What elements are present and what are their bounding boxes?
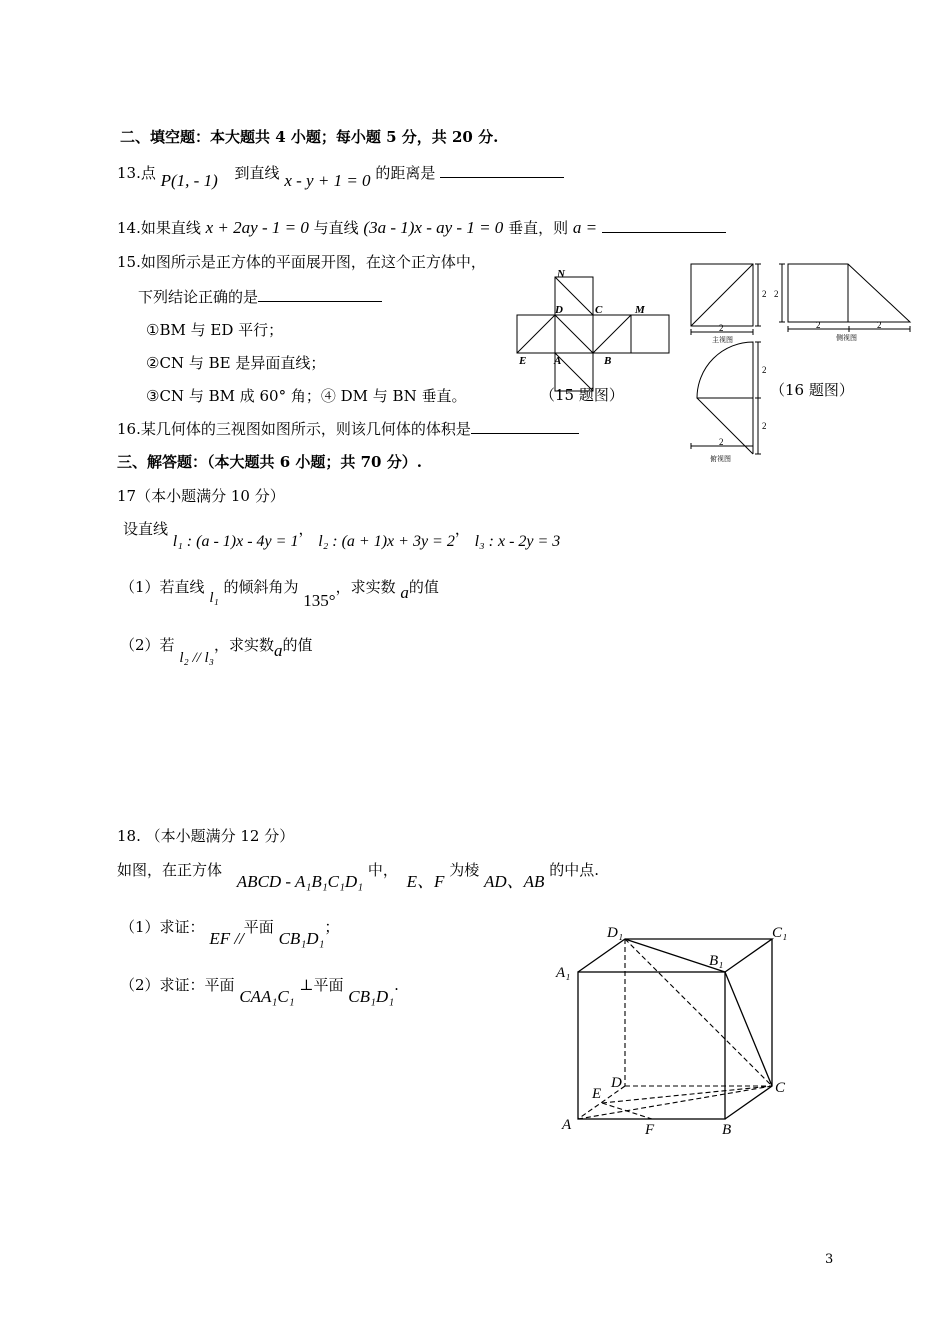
q14-tail: 垂直，则 <box>508 219 569 237</box>
net-label-a: A <box>554 355 562 367</box>
section-2-heading: 二、填空题：本大题共 4 小题；每小题 5 分，共 20 分. <box>120 128 499 146</box>
top-dim-lower: 2 <box>762 421 767 431</box>
q17-p2-var: a <box>273 641 283 660</box>
cube-label-b1: B₁ <box>709 953 724 969</box>
front-dim-width: 2 <box>719 323 724 333</box>
top-dim-width: 2 <box>719 437 724 447</box>
question-16 <box>117 419 579 439</box>
section-3-heading: 三、解答题：（本大题共 6 小题；共 70 分）. <box>117 453 422 471</box>
cube-label-c1: C₁ <box>772 925 788 941</box>
q17-p2-relation: l₂ // l₃ <box>179 650 214 666</box>
q17-p1-end: 的值 <box>408 578 439 596</box>
q14-line1: x + 2ay - 1 = 0 <box>205 218 309 237</box>
q18-edges: AD、AB <box>484 872 545 891</box>
q18-p1-target: CB₁D₁ <box>278 929 325 948</box>
q14-mid: 与直线 <box>313 219 359 237</box>
q13-line: x - y + 1 = 0 <box>284 171 371 190</box>
q16-text: 16.某几何体的三视图如图所示，则该几何体的体积是 <box>117 420 471 438</box>
q17-p1-angle: 135° <box>303 591 336 610</box>
q18-p2-plane2: CB₁D₁ <box>348 987 395 1006</box>
bottom-view-label: 俯视图 <box>710 455 731 463</box>
q17-title: 17（本小题满分 10 分） <box>117 487 285 505</box>
cube-label-c: C <box>775 1080 786 1096</box>
q17-line-l2: l₂ : (a + 1)x + 3y = 2 <box>318 533 455 550</box>
q13-answer-blank[interactable] <box>440 163 564 178</box>
q18-cube-figure <box>550 915 800 1140</box>
q18-title: 18. （本小题满分 12 分） <box>117 827 295 845</box>
q15-line2 <box>138 287 382 307</box>
q14-answer-blank[interactable] <box>602 218 726 233</box>
q18-p2-end: . <box>394 976 399 994</box>
q15-option-2: ②CN 与 BE 是异面直线； <box>146 354 326 372</box>
net-label-n: N <box>557 268 565 280</box>
front-view-label: 主视图 <box>712 336 733 344</box>
q17-sep-2: ， <box>454 520 470 538</box>
q18-points-ef: E、F <box>406 872 445 891</box>
q18-p2-lead: （2）求证：平面 <box>120 976 235 994</box>
net-label-b: B <box>604 355 612 367</box>
q17-p1-ask: ，求实数 <box>335 578 396 596</box>
q17-p2-end: 的值 <box>282 636 313 654</box>
side-dim-right: 2 <box>877 320 882 330</box>
q17-part-1 <box>120 577 439 610</box>
net-label-c: C <box>595 304 603 316</box>
q17-lead: 设直线 <box>123 520 169 538</box>
q18-intro-mid: 中， <box>367 861 398 879</box>
q17-p1-line: l₁ <box>209 590 219 606</box>
q14-line2: (3a - 1)x - ay - 1 = 0 <box>363 218 504 237</box>
cube-label-a: A <box>562 1117 572 1133</box>
cube-label-a1: A₁ <box>556 965 571 981</box>
q15-prompt: 下列结论正确的是 <box>138 288 259 306</box>
q18-intro-edges-lead: 为棱 <box>449 861 480 879</box>
q17-sep-1: ， <box>298 520 314 538</box>
q15-answer-blank[interactable] <box>258 287 382 302</box>
q18-p1-end: ； <box>324 918 340 936</box>
q18-part-1 <box>120 917 340 948</box>
net-label-m: M <box>635 304 645 316</box>
cube-label-d: D <box>611 1075 622 1091</box>
q18-cube-name: ABCD - A₁B₁C₁D₁ <box>236 872 364 891</box>
cube-label-b: B <box>722 1122 732 1138</box>
q13-lead: 13.点 <box>117 164 156 182</box>
q18-intro-end: 的中点. <box>549 861 599 879</box>
side-dim-left: 2 <box>816 320 821 330</box>
q15-caption: （15 题图） <box>540 386 624 404</box>
q17-p1-var: a <box>400 583 409 602</box>
q18-p2-plane1: CAA₁C₁ <box>239 987 295 1006</box>
q17-lines <box>123 519 561 550</box>
cube-label-d1: D₁ <box>607 925 624 941</box>
q17-line-l1: l₁ : (a - 1)x - 4y = 1 <box>172 533 299 550</box>
side-view-label: 侧视图 <box>836 334 857 342</box>
q13-mid: 到直线 <box>234 164 280 182</box>
front-dim-height: 2 <box>762 289 767 299</box>
q16-answer-blank[interactable] <box>471 419 579 434</box>
q17-p2-lead: （2）若 <box>120 636 175 654</box>
q15-line1: 15.如图所示是正方体的平面展开图，在这个正方体中， <box>117 253 486 271</box>
cube-label-e: E <box>592 1086 602 1102</box>
q17-p1-lead: （1）若直线 <box>120 578 205 596</box>
top-dim-upper: 2 <box>762 365 767 375</box>
q17-part-2 <box>120 635 313 666</box>
net-label-d: D <box>555 304 563 316</box>
question-14 <box>117 218 726 238</box>
q13-point: P(1, - 1) <box>160 171 218 190</box>
q18-intro <box>117 860 599 891</box>
q18-intro-lead: 如图，在正方体 <box>117 861 223 879</box>
q18-p1-plane-word: 平面 <box>243 918 274 936</box>
q16-caption: （16 题图） <box>770 381 854 399</box>
net-label-e: E <box>519 355 527 367</box>
q18-p2-perp: ⊥平面 <box>299 976 344 994</box>
page-number: 3 <box>825 1252 834 1267</box>
q16-three-view-figure <box>688 260 928 465</box>
q14-lead: 14.如果直线 <box>117 219 201 237</box>
q17-p2-ask: ，求实数 <box>213 636 274 654</box>
q15-option-1: ①BM 与 ED 平行； <box>146 321 284 339</box>
q18-part-2 <box>120 975 399 1006</box>
q13-tail: 的距离是 <box>375 164 436 182</box>
q18-p1-ef: EF // <box>209 929 244 948</box>
question-13 <box>117 163 564 190</box>
side-dim-height: 2 <box>774 289 779 299</box>
cube-label-f: F <box>645 1122 655 1138</box>
q14-var: a = <box>572 218 598 237</box>
q17-line-l3: l₃ : x - 2y = 3 <box>474 533 561 550</box>
q18-p1-lead: （1）求证： <box>120 918 205 936</box>
q15-cube-net-figure <box>517 265 687 405</box>
q17-p1-mid: 的倾斜角为 <box>223 578 299 596</box>
q15-option-3-4: ③CN 与 BM 成 60° 角；④ DM 与 BN 垂直。 <box>146 387 467 405</box>
